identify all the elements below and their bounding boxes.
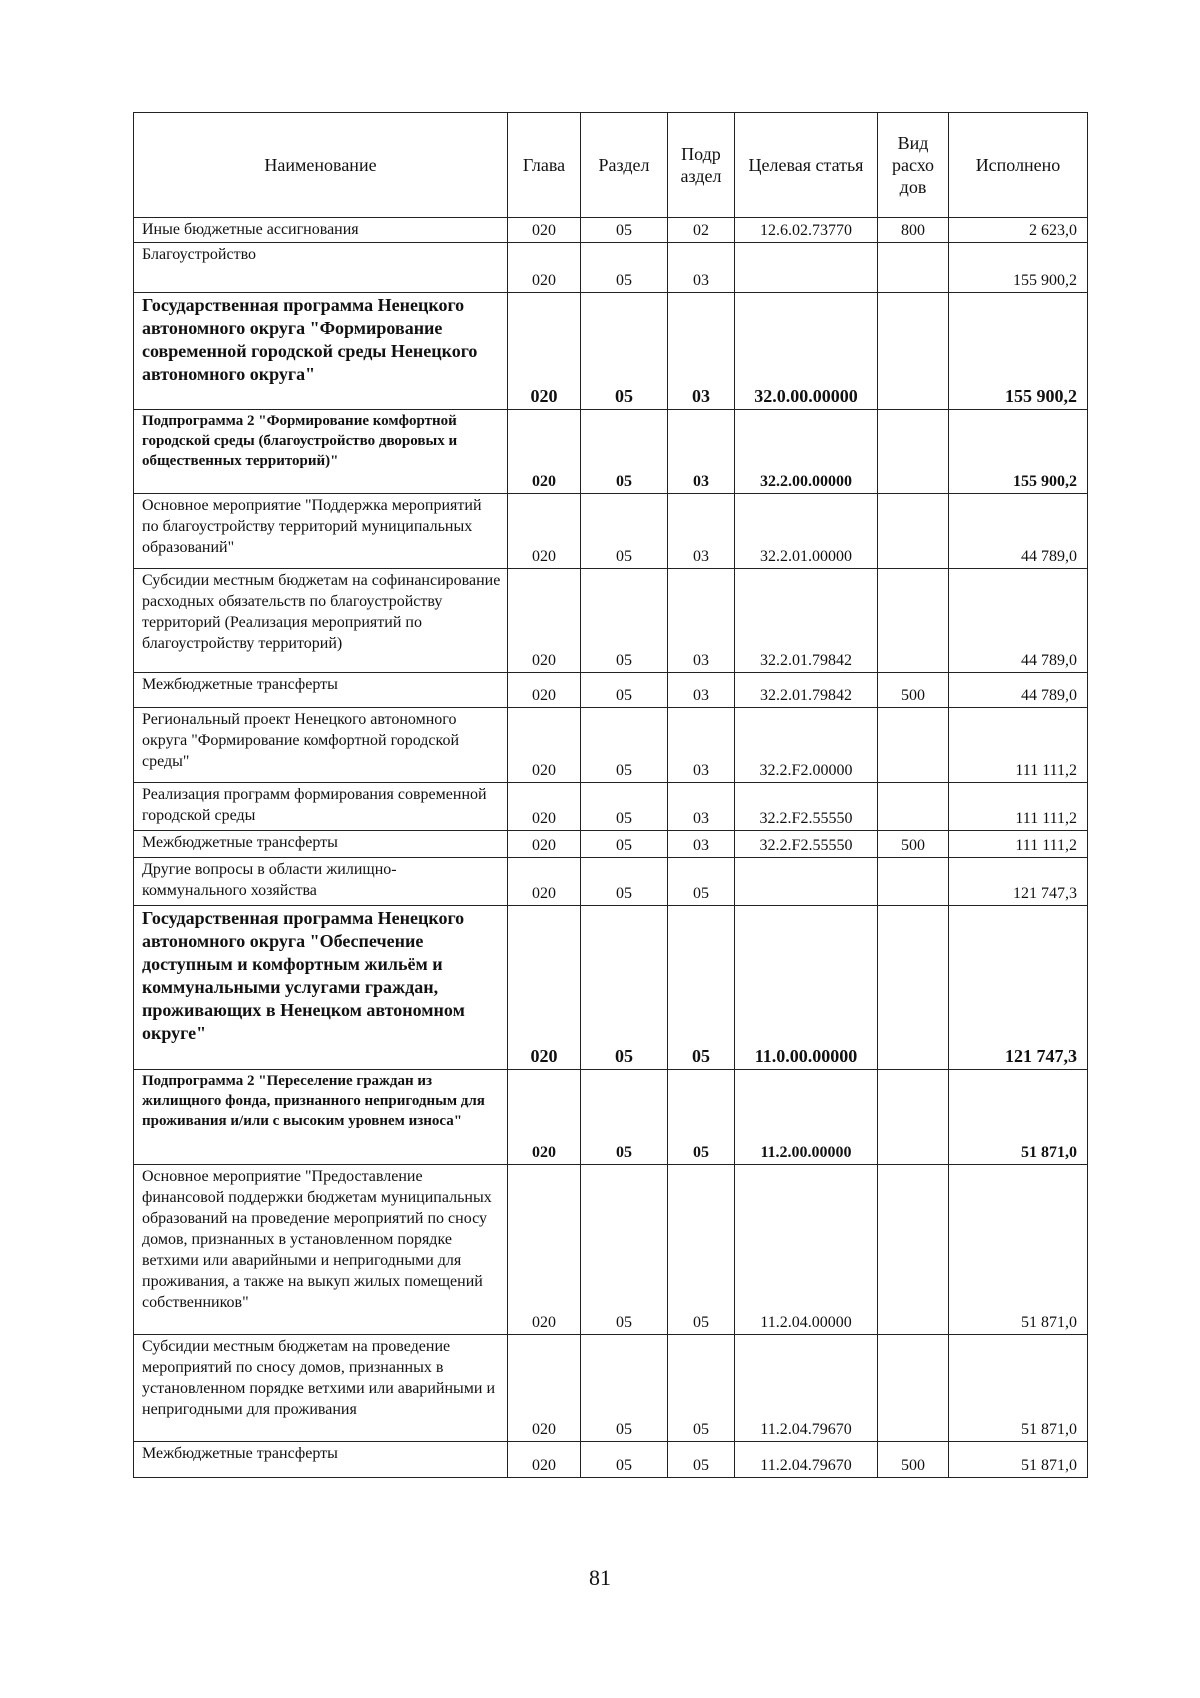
cell-ispolneno: 51 871,0 bbox=[949, 1442, 1088, 1478]
table-row bbox=[134, 673, 1088, 708]
cell-vid-rashodov bbox=[878, 1165, 949, 1335]
cell-celevaya-statya: 32.2.F2.00000 bbox=[735, 708, 878, 783]
cell-podrazdel: 03 bbox=[668, 410, 735, 494]
cell-razdel: 05 bbox=[581, 783, 668, 831]
cell-ispolneno: 111 111,2 bbox=[949, 708, 1088, 783]
cell-razdel: 05 bbox=[581, 708, 668, 783]
cell-celevaya-statya: 32.2.01.79842 bbox=[735, 673, 878, 708]
cell-celevaya-statya: 32.2.00.00000 bbox=[735, 410, 878, 494]
cell-podrazdel: 03 bbox=[668, 293, 735, 410]
cell-celevaya-statya: 11.2.00.00000 bbox=[735, 1070, 878, 1165]
cell-name: Субсидии местным бюджетам на проведение мероприятий по сносу домов, признанных в установленном порядке ветхими или аварийными и непригодными для проживания bbox=[134, 1335, 508, 1442]
cell-podrazdel: 05 bbox=[668, 1442, 735, 1478]
cell-ispolneno: 51 871,0 bbox=[949, 1335, 1088, 1442]
cell-celevaya-statya: 32.2.01.00000 bbox=[735, 494, 878, 569]
cell-celevaya-statya: 32.2.F2.55550 bbox=[735, 831, 878, 858]
cell-podrazdel: 03 bbox=[668, 708, 735, 783]
table-header bbox=[134, 113, 1088, 218]
cell-razdel: 05 bbox=[581, 831, 668, 858]
header-podrazdel: Подр аздел bbox=[668, 113, 735, 218]
cell-glava: 020 bbox=[508, 1335, 581, 1442]
cell-name: Основное мероприятие "Предоставление финансовой поддержки бюджетам муниципальных образований на проведение мероприятий по сносу домов, признанных в установленном порядке ветхими или аварийными и непригодными для проживания, а также на выкуп жилых помещений собственников" bbox=[134, 1165, 508, 1335]
cell-celevaya-statya: 32.2.01.79842 bbox=[735, 569, 878, 673]
header-row bbox=[134, 113, 1088, 218]
cell-vid-rashodov bbox=[878, 1070, 949, 1165]
cell-razdel: 05 bbox=[581, 906, 668, 1070]
cell-vid-rashodov bbox=[878, 858, 949, 906]
cell-vid-rashodov: 500 bbox=[878, 673, 949, 708]
cell-razdel: 05 bbox=[581, 410, 668, 494]
table-row bbox=[134, 218, 1088, 243]
cell-celevaya-statya bbox=[735, 858, 878, 906]
cell-celevaya-statya: 11.2.04.00000 bbox=[735, 1165, 878, 1335]
cell-podrazdel: 03 bbox=[668, 569, 735, 673]
cell-ispolneno: 44 789,0 bbox=[949, 494, 1088, 569]
cell-name: Другие вопросы в области жилищно-коммунального хозяйства bbox=[134, 858, 508, 906]
table-row bbox=[134, 569, 1088, 673]
cell-ispolneno: 51 871,0 bbox=[949, 1165, 1088, 1335]
cell-glava: 020 bbox=[508, 783, 581, 831]
cell-ispolneno: 155 900,2 bbox=[949, 293, 1088, 410]
cell-podrazdel: 05 bbox=[668, 1335, 735, 1442]
table-row bbox=[134, 494, 1088, 569]
cell-razdel: 05 bbox=[581, 243, 668, 293]
cell-vid-rashodov bbox=[878, 410, 949, 494]
cell-razdel: 05 bbox=[581, 1442, 668, 1478]
cell-podrazdel: 03 bbox=[668, 783, 735, 831]
header-vid-rashodov: Вид расхо дов bbox=[878, 113, 949, 218]
table-row bbox=[134, 708, 1088, 783]
cell-name: Государственная программа Ненецкого автономного округа "Формирование современной городской среды Ненецкого автономного округа" bbox=[134, 293, 508, 410]
cell-razdel: 05 bbox=[581, 1165, 668, 1335]
cell-ispolneno: 44 789,0 bbox=[949, 569, 1088, 673]
cell-glava: 020 bbox=[508, 858, 581, 906]
cell-vid-rashodov bbox=[878, 906, 949, 1070]
cell-name: Подпрограмма 2 "Переселение граждан из жилищного фонда, признанного непригодным для проживания и/или с высоким уровнем износа" bbox=[134, 1070, 508, 1165]
cell-vid-rashodov bbox=[878, 708, 949, 783]
header-name: Наименование bbox=[134, 113, 508, 218]
cell-razdel: 05 bbox=[581, 293, 668, 410]
cell-name: Основное мероприятие "Поддержка мероприятий по благоустройству территорий муниципальных образований" bbox=[134, 494, 508, 569]
cell-podrazdel: 03 bbox=[668, 243, 735, 293]
table-row bbox=[134, 831, 1088, 858]
cell-podrazdel: 03 bbox=[668, 673, 735, 708]
cell-podrazdel: 05 bbox=[668, 906, 735, 1070]
cell-glava: 020 bbox=[508, 673, 581, 708]
cell-name: Благоустройство bbox=[134, 243, 508, 293]
cell-ispolneno: 155 900,2 bbox=[949, 410, 1088, 494]
cell-glava: 020 bbox=[508, 1070, 581, 1165]
cell-vid-rashodov bbox=[878, 783, 949, 831]
table-row bbox=[134, 1070, 1088, 1165]
cell-ispolneno: 44 789,0 bbox=[949, 673, 1088, 708]
cell-podrazdel: 05 bbox=[668, 1165, 735, 1335]
cell-vid-rashodov bbox=[878, 243, 949, 293]
cell-razdel: 05 bbox=[581, 569, 668, 673]
cell-ispolneno: 111 111,2 bbox=[949, 831, 1088, 858]
cell-podrazdel: 02 bbox=[668, 218, 735, 243]
cell-name: Иные бюджетные ассигнования bbox=[134, 218, 508, 243]
cell-ispolneno: 121 747,3 bbox=[949, 858, 1088, 906]
cell-glava: 020 bbox=[508, 494, 581, 569]
cell-razdel: 05 bbox=[581, 1070, 668, 1165]
cell-name: Государственная программа Ненецкого автономного округа "Обеспечение доступным и комфортным жильём и коммунальными услугами граждан, проживающих в Ненецком автономном округе" bbox=[134, 906, 508, 1070]
table-row bbox=[134, 858, 1088, 906]
table-row bbox=[134, 243, 1088, 293]
cell-name: Региональный проект Ненецкого автономного округа "Формирование комфортной городской среды" bbox=[134, 708, 508, 783]
cell-glava: 020 bbox=[508, 831, 581, 858]
cell-razdel: 05 bbox=[581, 1335, 668, 1442]
cell-podrazdel: 05 bbox=[668, 858, 735, 906]
header-razdel: Раздел bbox=[581, 113, 668, 218]
table-body bbox=[134, 218, 1088, 1478]
cell-glava: 020 bbox=[508, 410, 581, 494]
cell-celevaya-statya: 12.6.02.73770 bbox=[735, 218, 878, 243]
cell-celevaya-statya: 11.2.04.79670 bbox=[735, 1442, 878, 1478]
cell-ispolneno: 51 871,0 bbox=[949, 1070, 1088, 1165]
table-row bbox=[134, 906, 1088, 1070]
cell-vid-rashodov: 800 bbox=[878, 218, 949, 243]
cell-vid-rashodov bbox=[878, 1335, 949, 1442]
table-row bbox=[134, 1335, 1088, 1442]
cell-glava: 020 bbox=[508, 569, 581, 673]
cell-name: Межбюджетные трансферты bbox=[134, 673, 508, 708]
cell-glava: 020 bbox=[508, 293, 581, 410]
cell-name: Межбюджетные трансферты bbox=[134, 1442, 508, 1478]
cell-podrazdel: 03 bbox=[668, 494, 735, 569]
table-row bbox=[134, 1442, 1088, 1478]
cell-razdel: 05 bbox=[581, 858, 668, 906]
header-glava: Глава bbox=[508, 113, 581, 218]
cell-celevaya-statya: 11.0.00.00000 bbox=[735, 906, 878, 1070]
cell-glava: 020 bbox=[508, 906, 581, 1070]
cell-glava: 020 bbox=[508, 1442, 581, 1478]
cell-razdel: 05 bbox=[581, 218, 668, 243]
cell-glava: 020 bbox=[508, 708, 581, 783]
cell-vid-rashodov bbox=[878, 293, 949, 410]
cell-ispolneno: 121 747,3 bbox=[949, 906, 1088, 1070]
budget-table bbox=[133, 112, 1088, 1478]
cell-razdel: 05 bbox=[581, 494, 668, 569]
header-ispolneno: Исполнено bbox=[949, 113, 1088, 218]
cell-vid-rashodov: 500 bbox=[878, 831, 949, 858]
cell-podrazdel: 03 bbox=[668, 831, 735, 858]
header-celevaya-statya: Целевая статья bbox=[735, 113, 878, 218]
cell-ispolneno: 111 111,2 bbox=[949, 783, 1088, 831]
cell-ispolneno: 155 900,2 bbox=[949, 243, 1088, 293]
table-row bbox=[134, 410, 1088, 494]
cell-celevaya-statya: 32.0.00.00000 bbox=[735, 293, 878, 410]
cell-razdel: 05 bbox=[581, 673, 668, 708]
cell-glava: 020 bbox=[508, 1165, 581, 1335]
page-number: 81 bbox=[589, 1565, 611, 1590]
cell-celevaya-statya: 11.2.04.79670 bbox=[735, 1335, 878, 1442]
cell-glava: 020 bbox=[508, 243, 581, 293]
cell-podrazdel: 05 bbox=[668, 1070, 735, 1165]
cell-name: Межбюджетные трансферты bbox=[134, 831, 508, 858]
cell-celevaya-statya bbox=[735, 243, 878, 293]
cell-vid-rashodov: 500 bbox=[878, 1442, 949, 1478]
cell-name: Субсидии местным бюджетам на софинансирование расходных обязательств по благоустройству территорий (Реализация мероприятий по благоустройству территорий) bbox=[134, 569, 508, 673]
cell-name: Реализация программ формирования современной городской среды bbox=[134, 783, 508, 831]
table-row bbox=[134, 1165, 1088, 1335]
table-row bbox=[134, 783, 1088, 831]
cell-name: Подпрограмма 2 "Формирование комфортной городской среды (благоустройство дворовых и общественных территорий)" bbox=[134, 410, 508, 494]
cell-ispolneno: 2 623,0 bbox=[949, 218, 1088, 243]
cell-vid-rashodov bbox=[878, 569, 949, 673]
cell-celevaya-statya: 32.2.F2.55550 bbox=[735, 783, 878, 831]
table-row bbox=[134, 293, 1088, 410]
cell-glava: 020 bbox=[508, 218, 581, 243]
cell-vid-rashodov bbox=[878, 494, 949, 569]
